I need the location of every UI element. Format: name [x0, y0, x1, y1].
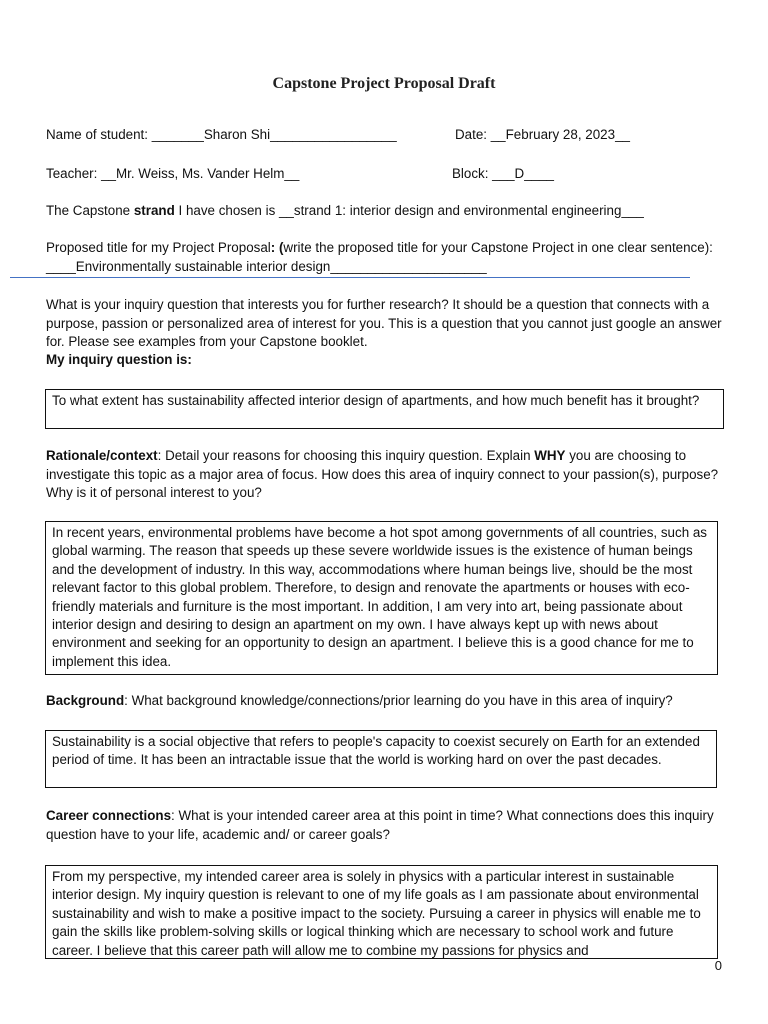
horizontal-rule: [10, 277, 690, 278]
strand-trail: ___: [621, 203, 644, 218]
strand-value: strand 1: interior design and environmental engineering: [293, 203, 622, 218]
strand-pre: The Capstone: [46, 203, 134, 218]
career-prompt: [46, 807, 730, 844]
page-number: 0: [714, 958, 722, 973]
inquiry-answer-box[interactable]: [45, 389, 724, 429]
background-label: Background: [46, 693, 125, 708]
inquiry-answer-text: To what extent has sustainability affected interior design of apartments, and how much benefit has it brought?: [52, 393, 700, 408]
teacher-label: Teacher: __: [46, 166, 116, 181]
date-value: February 28, 2023: [505, 127, 616, 142]
block-line: [452, 166, 554, 181]
strand-bold: strand: [133, 203, 175, 218]
strand-mid: I have chosen is __: [174, 203, 294, 218]
date-line: [455, 127, 630, 142]
background-prompt-text: : What background knowledge/connections/prior learning do you have in this area of inquiry?: [124, 693, 673, 708]
background-prompt: [46, 693, 673, 708]
rationale-label: Rationale/context: [46, 448, 158, 463]
page-title: Capstone Project Proposal Draft: [272, 75, 496, 92]
proposed-title-pre: Proposed title for my Project Proposal: [46, 240, 271, 255]
rationale-prompt-b: you are choosing to investigate this topic as a major area of focus. How does this area of inquiry connect to your passion(s), purpose? Why is it of personal interest to you?: [46, 448, 719, 500]
rationale-prompt-bold: WHY: [534, 448, 566, 463]
career-prompt-text: : What is your intended career area at this point in time? What connections does this inquiry question have to your life, academic and/ or career goals?: [46, 808, 714, 842]
student-name-trail: _________________: [270, 127, 397, 142]
career-answer-text: From my perspective, my intended career area is solely in physics with a particular interest in sustainable interior design. My inquiry question is relevant to one of my life goals as I am passionate about environmental sustainability and wish to make a positive impact to the society. Pursuing a career in physics will enable me to gain the skills like problem-solving skills or logical thinking which are necessary to school work and future career. I believe that this career path will allow me to combine my passions for physics and: [52, 869, 701, 958]
proposed-title-paragraph: [46, 239, 730, 276]
inquiry-prompt: What is your inquiry question that interests you for further research? It should be a question that connects with a purpose, passion or personalized area of interest for you. This is a question that you cannot just google an answer for. Please see examples from your Capstone booklet.: [46, 297, 722, 349]
student-name-label: Name of student: _______: [46, 127, 204, 142]
rationale-answer-box[interactable]: [45, 521, 718, 675]
career-label: Career connections: [46, 808, 172, 823]
proposed-title-trail: _____________________: [330, 258, 487, 274]
block-label: Block: ___: [452, 166, 515, 181]
student-name-value: Sharon Shi: [203, 127, 271, 142]
block-trail: ____: [524, 166, 554, 181]
strand-line: [46, 203, 644, 218]
background-answer-box[interactable]: [45, 730, 717, 788]
teacher-trail: __: [284, 166, 300, 181]
date-trail: __: [615, 127, 630, 142]
rationale-prompt-a: : Detail your reasons for choosing this inquiry question. Explain: [157, 448, 535, 463]
teacher-line: [46, 166, 299, 181]
proposed-title-value: Environmentally sustainable interior design: [75, 258, 331, 274]
student-name-line: [46, 127, 397, 142]
proposed-title-instruction: write the proposed title for your Capstone Project in one clear sentence): ____: [46, 240, 713, 274]
background-answer-text: Sustainability is a social objective that refers to people's capacity to coexist securely on Earth for an extended period of time. It has been an intractable issue that the world is working hard on over the past decades.: [52, 734, 700, 768]
rationale-prompt: [46, 447, 730, 503]
career-answer-box[interactable]: [45, 865, 718, 959]
teacher-value: Mr. Weiss, Ms. Vander Helm: [115, 166, 285, 181]
inquiry-label: My inquiry question is:: [46, 352, 192, 367]
block-value: D: [514, 166, 525, 181]
rationale-answer-text: In recent years, environmental problems have become a hot spot among governments of all countries, such as global warming. The reason that speeds up these severe worldwide issues is the existence of human beings and the development of industry. In this way, accommodations where human beings live, should be the most relevant factor to this global problem. Therefore, to design and renovate the apartments or houses with eco-friendly materials and furniture is the most important. In addition, I am very into art, being passionate about interior design and desiring to design an apartment on my own. I have always kept up with news about environment and seeking for an opportunity to design an apartment. I believe this is a good chance for me to implement this idea.: [52, 525, 708, 669]
proposed-title-bold: : (: [270, 240, 284, 255]
date-label: Date: __: [455, 127, 506, 142]
